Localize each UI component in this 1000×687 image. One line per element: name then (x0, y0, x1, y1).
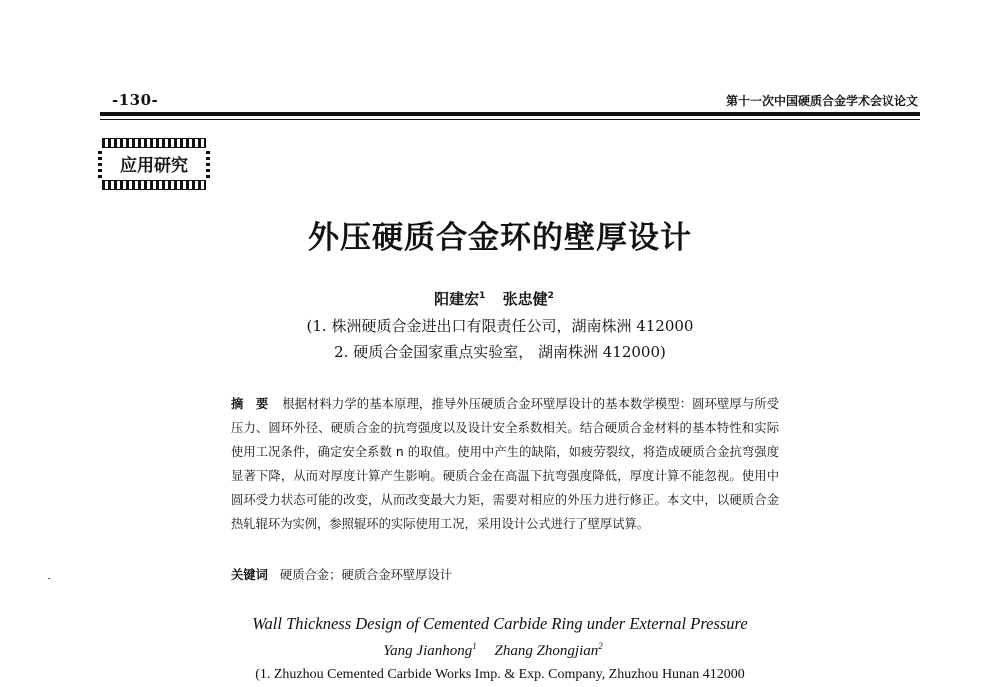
english-author-name: Yang Jianhong (383, 643, 473, 659)
ornament-border-top (102, 138, 206, 148)
author-name: 阳建宏 (434, 290, 480, 308)
keywords-text: 硬质合金；硬质合金环壁厚设计 (279, 568, 453, 582)
affiliation-2: 2. 硬质合金国家重点实验室， 湖南株洲 412000) (334, 343, 666, 361)
keywords-label: 关键词 (231, 568, 268, 582)
english-title: Wall Thickness Design of Cemented Carbide Ring under External Pressure (252, 614, 748, 633)
page-number: -130- (112, 91, 159, 109)
author-name: 张忠健 (502, 290, 548, 308)
running-header: 第十一次中国硬质合金学术会议论文 (725, 94, 918, 108)
abstract-label: 摘 要 (231, 397, 269, 411)
header-rule-thick (100, 112, 920, 116)
english-author-superscript: 1 (472, 641, 477, 651)
english-author-superscript: 2 (598, 641, 603, 651)
ornament-border-right (206, 148, 210, 178)
section-tag (98, 138, 210, 188)
author-list (0, 288, 1000, 309)
abstract-text: 根据材料力学的基本原理，推导外压硬质合金环壁厚设计的基本数学模型：圆环壁厚与所受压力、圆环外径、硬质合金的抗弯强度以及设计安全系数相关。结合硬质合金材料的基本特性和实际使用工况条件，确定安全系数 n 的取值。使用中产生的缺陷，如疲劳裂纹，将造成硬质合金抗弯强度显著下降，从而对厚度计算产生影响。硬质合金在高温下抗弯强度降低，厚度计算不能忽视。使用中圆环受力状态可能的改变，从而改变最大力矩，需要对相应的外压力进行修正。本文中，以硬质合金热轧辊环为实例，参照辊环的实际使用工况，采用设计公式进行了壁厚试算。 (231, 397, 779, 531)
author-superscript: 2 (547, 291, 554, 301)
abstract (231, 392, 779, 536)
affiliation-1: (1. 株洲硬质合金进出口有限责任公司，湖南株洲 412000 (306, 317, 694, 335)
keywords (231, 565, 452, 583)
english-affiliation: (1. Zhuzhou Cemented Carbide Works Imp. & Exp. Company, Zhuzhou Hunan 412000 (255, 667, 745, 682)
english-author-name: Zhang Zhongjian (494, 643, 599, 659)
scan-artifact (48, 578, 50, 579)
header-rule-thin (100, 119, 920, 120)
ornament-border-bottom (102, 180, 206, 190)
section-tag-label: 应用研究 (120, 156, 188, 176)
paper-title: 外压硬质合金环的壁厚设计 (308, 220, 692, 256)
english-author-list (0, 641, 1000, 660)
author-superscript: 1 (479, 291, 486, 301)
